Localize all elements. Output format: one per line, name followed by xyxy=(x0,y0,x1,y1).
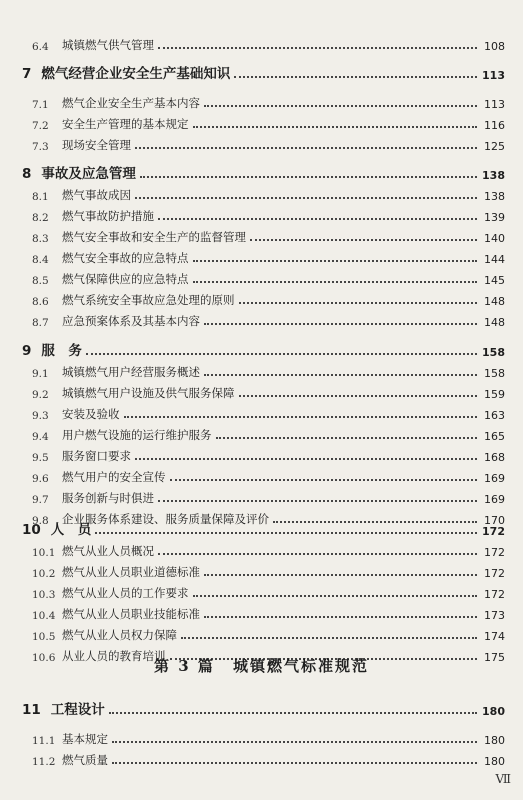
entry-number: 8.3 xyxy=(32,233,49,245)
entry-title: 燃气从业人员概况 xyxy=(62,544,154,558)
entry-title: 燃气从业人员职业道德标准 xyxy=(62,565,200,579)
entry-page: 145 xyxy=(484,274,505,287)
entry-title: 燃气质量 xyxy=(62,753,108,767)
section-row xyxy=(32,225,505,245)
entry-title: 燃气事故防护措施 xyxy=(62,209,154,223)
entry-number: 11 xyxy=(22,702,41,718)
leader-dots xyxy=(135,457,477,460)
entry-number: 8 xyxy=(22,166,32,182)
chapter-row xyxy=(22,518,505,538)
entry-page: 172 xyxy=(482,525,505,538)
entry-title: 燃气从业人员权力保障 xyxy=(62,628,177,642)
entry-page: 172 xyxy=(484,567,505,580)
section-row xyxy=(32,204,505,224)
entry-title: 服务创新与时俱进 xyxy=(62,491,154,505)
leader-dots xyxy=(204,322,477,325)
entry-page: 165 xyxy=(484,430,505,443)
section-row xyxy=(32,727,505,747)
part-heading xyxy=(0,655,523,676)
chapter-row xyxy=(22,162,505,182)
entry-number: 10 xyxy=(22,522,41,538)
entry-page: 148 xyxy=(484,316,505,329)
entry-number: 8.1 xyxy=(32,191,49,203)
entry-title: 事故及应急管理 xyxy=(41,166,136,182)
entry-title: 基本规定 xyxy=(62,732,108,746)
entry-number: 10.3 xyxy=(32,589,56,601)
leader-dots xyxy=(204,104,477,107)
entry-number: 10.2 xyxy=(32,568,56,580)
entry-title: 城镇燃气用户设施及供气服务保障 xyxy=(62,386,235,400)
entry-title: 安全生产管理的基本规定 xyxy=(62,117,189,131)
entry-number: 10.5 xyxy=(32,631,56,643)
entry-page: 170 xyxy=(484,514,505,527)
leader-dots xyxy=(109,711,477,714)
leader-dots xyxy=(250,238,477,241)
entry-number: 10.4 xyxy=(32,610,56,622)
leader-dots xyxy=(135,146,477,149)
leader-dots xyxy=(181,636,477,639)
leader-dots xyxy=(140,175,477,178)
entry-number: 9.2 xyxy=(32,389,49,401)
entry-number: 8.6 xyxy=(32,296,49,308)
section-row xyxy=(32,423,505,443)
section-row xyxy=(32,539,505,559)
entry-page: 180 xyxy=(484,734,505,747)
leader-dots xyxy=(193,259,478,262)
entry-number: 7.1 xyxy=(32,99,49,111)
section-row xyxy=(32,246,505,266)
entry-number: 11.2 xyxy=(32,756,56,768)
section-row xyxy=(32,486,505,506)
section-row xyxy=(32,112,505,132)
entry-title: 城镇燃气供气管理 xyxy=(62,38,154,52)
entry-page: 180 xyxy=(482,705,505,718)
entry-title: 燃气保障供应的应急特点 xyxy=(62,272,189,286)
leader-dots xyxy=(216,436,478,439)
entry-title: 燃气经营企业安全生产基础知识 xyxy=(41,66,231,82)
entry-page: 174 xyxy=(484,630,505,643)
entry-page: 138 xyxy=(482,169,505,182)
leader-dots xyxy=(204,373,477,376)
entry-number: 11.1 xyxy=(32,735,56,747)
entry-page: 180 xyxy=(484,755,505,768)
leader-dots xyxy=(86,352,477,355)
section-row xyxy=(32,465,505,485)
chapter-row xyxy=(22,62,505,82)
entry-title: 安装及验收 xyxy=(62,407,120,421)
entry-number: 8.5 xyxy=(32,275,49,287)
chapter-row xyxy=(22,339,505,359)
entry-title: 燃气企业安全生产基本内容 xyxy=(62,96,200,110)
section-row xyxy=(32,267,505,287)
entry-number: 9.4 xyxy=(32,431,49,443)
entry-number: 7 xyxy=(22,66,32,82)
section-row xyxy=(32,288,505,308)
entry-title: 服务窗口要求 xyxy=(62,449,131,463)
leader-dots xyxy=(158,552,477,555)
entry-number: 10.1 xyxy=(32,547,56,559)
entry-title: 现场安全管理 xyxy=(62,138,131,152)
entry-title: 从业人员的教育培训 xyxy=(62,649,166,663)
entry-title: 用户燃气设施的运行维护服务 xyxy=(62,428,212,442)
entry-page: 172 xyxy=(484,588,505,601)
section-row xyxy=(32,581,505,601)
entry-number: 8.7 xyxy=(32,317,49,329)
entry-page: 168 xyxy=(484,451,505,464)
chapter-row xyxy=(22,698,505,718)
leader-dots xyxy=(135,196,477,199)
leader-dots xyxy=(204,615,477,618)
entry-title: 燃气用户的安全宣传 xyxy=(62,470,166,484)
entry-title: 燃气从业人员职业技能标准 xyxy=(62,607,200,621)
entry-title: 人 员 xyxy=(50,522,92,538)
entry-number: 7.2 xyxy=(32,120,49,132)
entry-title: 燃气事故成因 xyxy=(62,188,131,202)
leader-dots xyxy=(204,573,477,576)
section-row xyxy=(32,623,505,643)
entry-page: 169 xyxy=(484,472,505,485)
leader-dots xyxy=(193,594,478,597)
section-row xyxy=(32,444,505,464)
entry-page: 158 xyxy=(484,367,505,380)
entry-title: 燃气系统安全事故应急处理的原则 xyxy=(62,293,235,307)
entry-number: 9 xyxy=(22,343,32,359)
entry-page: 139 xyxy=(484,211,505,224)
entry-page: 125 xyxy=(484,140,505,153)
leader-dots xyxy=(158,499,477,502)
entry-number: 9.3 xyxy=(32,410,49,422)
leader-dots xyxy=(95,531,477,534)
entry-page: 108 xyxy=(484,40,505,53)
section-row xyxy=(32,183,505,203)
section-row xyxy=(32,360,505,380)
entry-title: 燃气安全事故的应急特点 xyxy=(62,251,189,265)
entry-page: 159 xyxy=(484,388,505,401)
entry-number: 9.7 xyxy=(32,494,49,506)
entry-title: 应急预案体系及其基本内容 xyxy=(62,314,200,328)
leader-dots xyxy=(239,301,478,304)
leader-dots xyxy=(158,217,477,220)
entry-number: 9.6 xyxy=(32,473,49,485)
entry-title: 城镇燃气用户经营服务概述 xyxy=(62,365,200,379)
leader-dots xyxy=(124,415,478,418)
entry-page: 140 xyxy=(484,232,505,245)
entry-page: 144 xyxy=(484,253,505,266)
entry-page: 169 xyxy=(484,493,505,506)
entry-title: 企业服务体系建设、服务质量保障及评价 xyxy=(62,512,269,526)
entry-page: 138 xyxy=(484,190,505,203)
section-row xyxy=(32,91,505,111)
section-row xyxy=(32,381,505,401)
leader-dots xyxy=(112,761,477,764)
section-row xyxy=(32,748,505,768)
leader-dots xyxy=(158,46,477,49)
part-label: 第 3 篇 xyxy=(154,657,215,675)
section-row xyxy=(32,309,505,329)
entry-page: 113 xyxy=(482,69,505,82)
section-row xyxy=(32,33,505,53)
entry-number: 6.4 xyxy=(32,41,49,53)
section-row xyxy=(32,560,505,580)
entry-number: 8.4 xyxy=(32,254,49,266)
section-row xyxy=(32,402,505,422)
leader-dots xyxy=(239,394,478,397)
section-row xyxy=(32,602,505,622)
entry-number: 10.6 xyxy=(32,652,56,664)
leader-dots xyxy=(193,125,478,128)
leader-dots xyxy=(112,740,477,743)
leader-dots xyxy=(170,478,478,481)
section-row xyxy=(32,133,505,153)
entry-page: 175 xyxy=(484,651,505,664)
part-title: 城镇燃气标准规范 xyxy=(232,657,369,675)
entry-number: 9.8 xyxy=(32,515,49,527)
entry-page: 116 xyxy=(484,119,505,132)
entry-title: 燃气从业人员的工作要求 xyxy=(62,586,189,600)
entry-title: 服 务 xyxy=(41,343,82,359)
leader-dots xyxy=(234,75,477,78)
entry-page: 148 xyxy=(484,295,505,308)
page-folio: Ⅶ xyxy=(495,772,511,786)
entry-title: 燃气安全事故和安全生产的监督管理 xyxy=(62,230,246,244)
entry-number: 8.2 xyxy=(32,212,49,224)
leader-dots xyxy=(193,280,478,283)
entry-title: 工程设计 xyxy=(50,702,105,718)
entry-number: 7.3 xyxy=(32,141,49,153)
entry-number: 9.1 xyxy=(32,368,49,380)
entry-page: 163 xyxy=(484,409,505,422)
entry-number: 9.5 xyxy=(32,452,49,464)
entry-page: 172 xyxy=(484,546,505,559)
entry-page: 173 xyxy=(484,609,505,622)
entry-page: 113 xyxy=(484,98,505,111)
entry-page: 158 xyxy=(482,346,505,359)
